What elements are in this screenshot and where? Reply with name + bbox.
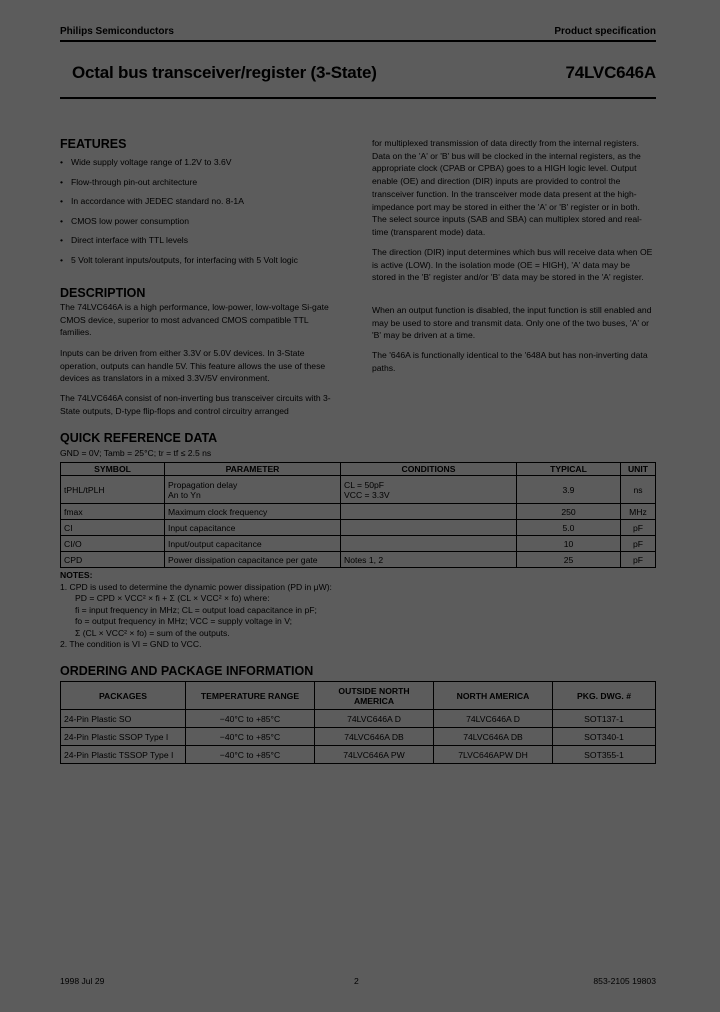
cell-outside-na: 74LVC646A PW — [315, 746, 434, 764]
description-right-para-2: The direction (DIR) input determines which bus will receive data when OE is active (LOW). In the isolation mode (OE = HIGH), 'A' data may be stored in the 'B' register and/or 'B' data may be stored in the 'A' register. — [372, 247, 653, 283]
column-header: NORTH AMERICA — [434, 682, 553, 710]
quick-reference-conditions: GND = 0V; Tamb = 25°C; tr = tf ≤ 2.5 ns — [60, 448, 212, 458]
part-number: 74LVC646A — [565, 63, 656, 82]
note-line: 1. CPD is used to determine the dynamic power dissipation (PD in μW): — [60, 581, 332, 592]
feature-item: • CMOS low power consumption — [60, 215, 340, 235]
cell-unit: MHz — [621, 504, 656, 520]
column-header: SYMBOL — [61, 463, 165, 476]
title-rule — [60, 97, 656, 99]
cell-parameter: Input/output capacitance — [165, 536, 341, 552]
features-heading: FEATURES — [60, 137, 127, 151]
column-header: TYPICAL — [517, 463, 621, 476]
features-list — [60, 156, 340, 273]
quick-reference-heading: QUICK REFERENCE DATA — [60, 431, 218, 445]
table-row — [61, 728, 656, 746]
description-para-2: Inputs can be driven from either 3.3V or 5.0V devices. In 3-State operation, outputs can handle 5V. This feature allows the use of these devices as translators in a mixed 3.3V/5V environment. — [60, 348, 326, 384]
cell-outside-na: 74LVC646A D — [315, 710, 434, 728]
document-type: Product specification — [554, 26, 656, 37]
feature-item: • 5 Volt tolerant inputs/outputs, for interfacing with 5 Volt logic — [60, 254, 340, 274]
cell-conditions — [341, 504, 517, 520]
description-heading: DESCRIPTION — [60, 286, 146, 300]
notes-heading: NOTES: — [60, 570, 93, 580]
note-line: Σ (CL × VCC² × fo) = sum of the outputs. — [75, 627, 230, 638]
cell-outside-na: 74LVC646A DB — [315, 728, 434, 746]
cell-symbol: CI — [61, 520, 165, 536]
cell-symbol: fmax — [61, 504, 165, 520]
table-row — [61, 476, 656, 504]
column-header: PARAMETER — [165, 463, 341, 476]
cell-north-america: 74LVC646A DB — [434, 728, 553, 746]
cell-unit: pF — [621, 536, 656, 552]
cell-typical: 5.0 — [517, 520, 621, 536]
feature-item: • Direct interface with TTL levels — [60, 234, 340, 254]
column-header: PKG. DWG. # — [553, 682, 656, 710]
cell-parameter: Maximum clock frequency — [165, 504, 341, 520]
cell-unit: pF — [621, 520, 656, 536]
cell-north-america: 7LVC646APW DH — [434, 746, 553, 764]
cell-symbol: CPD — [61, 552, 165, 568]
cell-temperature: −40°C to +85°C — [186, 746, 315, 764]
cell-conditions — [341, 520, 517, 536]
feature-item: • In accordance with JEDEC standard no. 8-1A — [60, 195, 340, 215]
cell-pkg-dwg: SOT137-1 — [553, 710, 656, 728]
column-header: CONDITIONS — [341, 463, 517, 476]
cell-temperature: −40°C to +85°C — [186, 710, 315, 728]
description-para-3: The 74LVC646A consist of non-inverting bus transceiver circuits with 3-State outputs, D-type flip-flops and control circuitry arranged — [60, 393, 331, 416]
notes-block — [60, 570, 460, 651]
cell-typical: 25 — [517, 552, 621, 568]
column-header: UNIT — [621, 463, 656, 476]
cell-temperature: −40°C to +85°C — [186, 728, 315, 746]
company-name: Philips Semiconductors — [60, 26, 174, 37]
cell-parameter: Input capacitance — [165, 520, 341, 536]
table-row — [61, 536, 656, 552]
cell-conditions: Notes 1, 2 — [341, 552, 517, 568]
column-header: TEMPERATURE RANGE — [186, 682, 315, 710]
cell-north-america: 74LVC646A D — [434, 710, 553, 728]
table-row — [61, 710, 656, 728]
table-row — [61, 520, 656, 536]
note-line: 2. The condition is VI = GND to VCC. — [60, 639, 202, 649]
feature-item: • Wide supply voltage range of 1.2V to 3.6V — [60, 156, 340, 176]
cell-unit: ns — [621, 476, 656, 504]
note-line: PD = CPD × VCC² × fi + Σ (CL × VCC² × fo) where: — [75, 593, 270, 603]
cell-package: 24-Pin Plastic TSSOP Type I — [61, 746, 186, 764]
cell-typical: 250 — [517, 504, 621, 520]
note-line: fo = output frequency in MHz; VCC = supply voltage in V; — [75, 616, 293, 626]
footer-document-code: 853-2105 19803 — [593, 976, 656, 986]
description-para-1: The 74LVC646A is a high performance, low-power, low-voltage Si-gate CMOS device, superior to most advanced CMOS compatible TTL families. — [60, 302, 329, 338]
footer-date: 1998 Jul 29 — [60, 976, 105, 986]
cell-pkg-dwg: SOT340-1 — [553, 728, 656, 746]
cell-conditions: CL = 50pF VCC = 3.3V — [341, 476, 517, 504]
page-title: Octal bus transceiver/register (3-State) — [72, 63, 377, 82]
cell-unit: pF — [621, 552, 656, 568]
column-header: OUTSIDE NORTH AMERICA — [315, 682, 434, 710]
table-row — [61, 504, 656, 520]
footer-page-number: 2 — [354, 976, 359, 986]
quick-reference-table — [60, 462, 656, 568]
header-rule — [60, 40, 656, 42]
ordering-heading: ORDERING AND PACKAGE INFORMATION — [60, 664, 314, 678]
table-row — [61, 552, 656, 568]
cell-symbol: tPHL/tPLH — [61, 476, 165, 504]
cell-package: 24-Pin Plastic SO — [61, 710, 186, 728]
cell-pkg-dwg: SOT355-1 — [553, 746, 656, 764]
cell-symbol: CI/O — [61, 536, 165, 552]
ordering-table — [60, 681, 656, 764]
cell-parameter: Power dissipation capacitance per gate — [165, 552, 341, 568]
description-right-para-4: The '646A is functionally identical to the '648A but has non-inverting data paths. — [372, 350, 648, 373]
cell-conditions — [341, 536, 517, 552]
description-right-para-3: When an output function is disabled, the input function is still enabled and may be used to store and transmit data. Only one of the two buses, 'A' or 'B' may be driven at a time. — [372, 305, 652, 341]
column-header: PACKAGES — [61, 682, 186, 710]
description-right-para-1: for multiplexed transmission of data directly from the internal registers. Data on the 'A' or 'B' bus will be clocked in the internal registers, as the appropriate clock (CPAB or CPBA) goes to a HIGH logic level. Output enable (OE) and direction (DIR) inputs are provided to control the transceiver function. In the transceiver mode data present at the high-impedance port may be stored in either the 'A' or 'B' register or in both. The select source inputs (SAB and SBA) can multiplex stored and real-time (transparent mode) data. — [372, 138, 642, 237]
feature-item: • Flow-through pin-out architecture — [60, 176, 340, 196]
cell-typical: 10 — [517, 536, 621, 552]
table-row — [61, 746, 656, 764]
cell-package: 24-Pin Plastic SSOP Type I — [61, 728, 186, 746]
note-line: fi = input frequency in MHz; CL = output load capacitance in pF; — [75, 604, 317, 615]
cell-typical: 3.9 — [517, 476, 621, 504]
cell-parameter: Propagation delay An to Yn — [165, 476, 341, 504]
